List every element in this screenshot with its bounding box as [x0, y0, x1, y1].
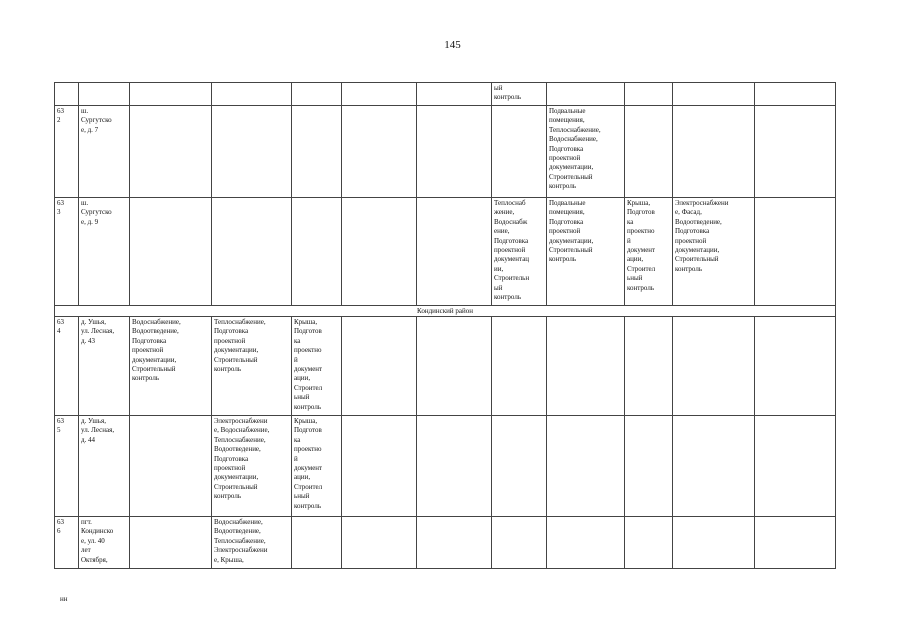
cell-works: Электроснабжени е, Фасад, Водоотведение, Подготовка проектной документации, Строительный контроль: [673, 198, 755, 306]
cell-works: [625, 416, 673, 517]
cell-works: [755, 317, 836, 416]
cell-works: [417, 198, 492, 306]
cell: [212, 83, 292, 106]
cell-number: 63 2: [55, 106, 79, 198]
cell-works: [342, 517, 417, 569]
cell-works: [292, 517, 342, 569]
cell-works: [212, 198, 292, 306]
cell: [342, 83, 417, 106]
cell-address: [79, 83, 130, 106]
section-heading: Кондинский район: [55, 306, 836, 317]
cell-works: [492, 106, 547, 198]
cell-works: Крыша, Подготов ка проектно й документ ации, Строител ьный контроль: [292, 416, 342, 517]
cell-works: [547, 317, 625, 416]
cell-works: ый контроль: [492, 83, 547, 106]
cell-number: [55, 83, 79, 106]
cell-address: ш. Сургутско е, д. 9: [79, 198, 130, 306]
cell-works: Водоснабжение, Водоотведение, Теплоснабжение, Электроснабжени е, Крыша,: [212, 517, 292, 569]
cell: [292, 83, 342, 106]
cell-works: [755, 517, 836, 569]
cell-address: ш. Сургутско е, д. 7: [79, 106, 130, 198]
footer-mark: нн: [60, 595, 68, 603]
table-row: [55, 198, 836, 306]
cell: [417, 83, 492, 106]
cell-works: Электроснабжени е, Водоснабжение, Теплоснабжение, Водоотведение, Подготовка проектной документации, Строительный контроль: [212, 416, 292, 517]
cell: [547, 83, 625, 106]
cell: [625, 83, 673, 106]
table-row: [55, 83, 836, 106]
table-row: [55, 416, 836, 517]
cell-works: [292, 106, 342, 198]
cell-works: [492, 317, 547, 416]
cell-works: Крыша, Подготов ка проектно й документ ации, Строител ьный контроль: [625, 198, 673, 306]
cell-address: д. Ушья, ул. Лесная, д. 43: [79, 317, 130, 416]
cell-works: [673, 416, 755, 517]
section-heading-row: [55, 306, 836, 317]
cell-works: [342, 416, 417, 517]
cell-number: 63 4: [55, 317, 79, 416]
cell-works: Подвальные помещения, Подготовка проектной документации, Строительный контроль: [547, 198, 625, 306]
cell-works: [755, 106, 836, 198]
table-row: [55, 106, 836, 198]
cell: [755, 83, 836, 106]
cell-works: [342, 317, 417, 416]
cell-address: д. Ушья, ул. Лесная, д. 44: [79, 416, 130, 517]
cell-works: Крыша, Подготов ка проектно й документ ации, Строител ьный контроль: [292, 317, 342, 416]
cell-works: [212, 106, 292, 198]
cell-works: [755, 198, 836, 306]
cell-works: [342, 106, 417, 198]
cell-works: [625, 517, 673, 569]
cell-works: [130, 416, 212, 517]
cell-works: [417, 106, 492, 198]
cell-number: 63 5: [55, 416, 79, 517]
cell-works: [547, 416, 625, 517]
cell-works: [673, 106, 755, 198]
cell-works: [417, 416, 492, 517]
page-number: 145: [444, 39, 461, 51]
cell-works: [292, 198, 342, 306]
cell-works: [130, 198, 212, 306]
cell-works: [673, 517, 755, 569]
cell-works: [673, 317, 755, 416]
cell-works: [625, 317, 673, 416]
cell-works: [755, 416, 836, 517]
works-table: [54, 82, 836, 569]
cell-number: 63 6: [55, 517, 79, 569]
table-row: [55, 317, 836, 416]
table-row: [55, 517, 836, 569]
cell-works: [130, 517, 212, 569]
cell-works: Водоснабжение, Водоотведение, Подготовка проектной документации, Строительный контроль: [130, 317, 212, 416]
cell-works: Подвальные помещения, Теплоснабжение, Водоснабжение, Подготовка проектной документации, Строительный контроль: [547, 106, 625, 198]
cell-works: [492, 517, 547, 569]
cell: [673, 83, 755, 106]
cell-address: пгт. Кондинско е, ул. 40 лет Октября,: [79, 517, 130, 569]
cell-works: [417, 317, 492, 416]
cell-works: [547, 517, 625, 569]
cell-works: [130, 106, 212, 198]
cell-works: [342, 198, 417, 306]
cell-works: [625, 106, 673, 198]
cell: [130, 83, 212, 106]
cell-works: Теплоснаб жение, Водоснабж ение, Подготовка проектной документац ии, Строительн ый контроль: [492, 198, 547, 306]
cell-works: [492, 416, 547, 517]
cell-works: [417, 517, 492, 569]
cell-works: Теплоснабжение, Подготовка проектной документации, Строительный контроль: [212, 317, 292, 416]
cell-number: 63 3: [55, 198, 79, 306]
